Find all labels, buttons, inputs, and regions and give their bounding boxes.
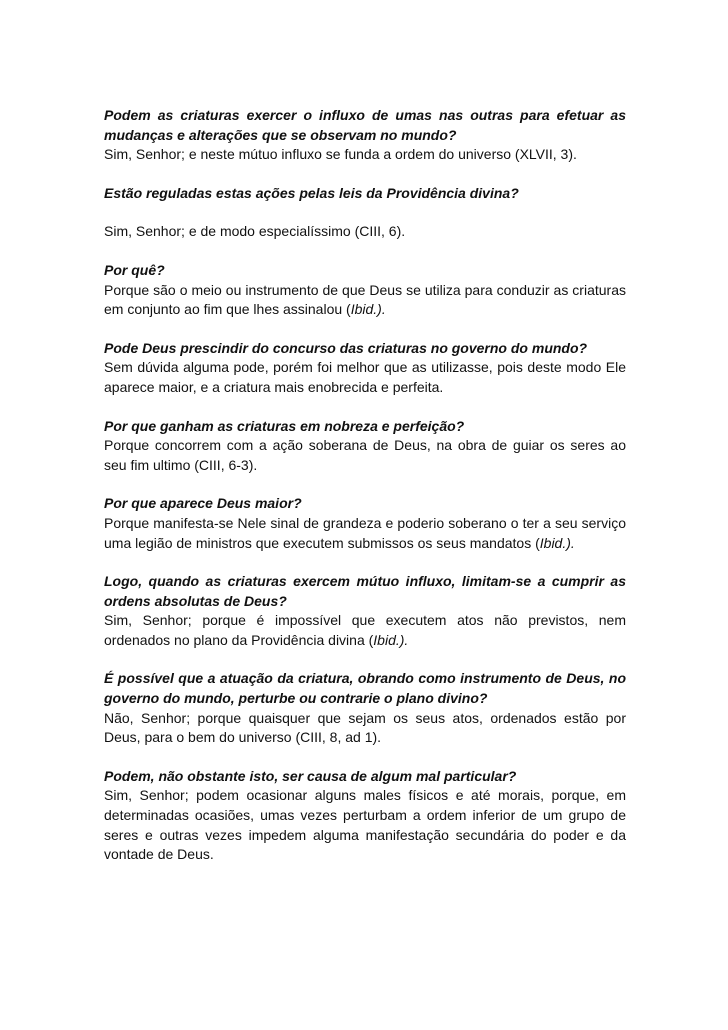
answer-text	[104, 222, 626, 242]
document-page	[104, 106, 626, 884]
answer-reference: Ibid.).	[539, 534, 575, 551]
answer-body: Porque são o meio ou instrumento de que Deus se utiliza para conduzir as criaturas em conjunto ao fim que lhes assinalou (	[104, 281, 626, 318]
qa-item	[104, 106, 626, 165]
answer-body: Sem dúvida alguma pode, porém foi melhor que as utilizasse, pois deste modo Ele aparece maior, e a criatura mais enobrecida e perfeita.	[104, 359, 626, 395]
answer-text	[104, 281, 626, 320]
answer-body: Sim, Senhor; e de modo especialíssimo (CIII, 6).	[104, 223, 406, 240]
answer-reference: Ibid.).	[373, 631, 409, 648]
question-text: É possível que a atuação da criatura, obrando como instrumento de Deus, no governo do mundo, perturbe ou contrarie o plano divino?	[104, 670, 626, 707]
answer-body: Sim, Senhor; porque é impossível que executem atos não previstos, nem ordenados no plano da Providência divina (	[104, 612, 626, 648]
answer-text	[104, 786, 626, 864]
question-text: Por que aparece Deus maior?	[104, 495, 302, 512]
answer-text	[104, 358, 626, 397]
question-text: Estão reguladas estas ações pelas leis da Providência divina?	[104, 184, 519, 201]
answer-body: Não, Senhor; porque quaisquer que sejam os seus atos, ordenados estão por Deus, para o bem do universo (CIII, 8, ad 1).	[104, 709, 626, 746]
question-text: Podem as criaturas exercer o influxo de umas nas outras para efetuar as mudanças e alterações que se observam no mundo?	[104, 107, 626, 143]
answer-body: Porque manifesta-se Nele sinal de grandeza e poderio soberano o ter a seu serviço uma legião de ministros que executem submissos os seus mandatos (	[104, 514, 626, 551]
qa-item	[104, 184, 626, 242]
question-text: Pode Deus prescindir do concurso das criaturas no governo do mundo?	[104, 339, 588, 356]
answer-text	[104, 145, 626, 165]
qa-item	[104, 339, 626, 398]
answer-body: Porque concorrem com a ação soberana de Deus, na obra de guiar os seres ao seu fim ultimo (CIII, 6-3).	[104, 437, 626, 473]
qa-item	[104, 669, 626, 747]
answer-text	[104, 514, 626, 553]
qa-item	[104, 417, 626, 476]
answer-body: Sim, Senhor; podem ocasionar alguns males físicos e até morais, porque, em determinadas ocasiões, umas vezes perturbam a ordem inferior de um grupo de seres e outras vezes impedem alguma manifestação secundária do poder e da vontade de Deus.	[104, 787, 626, 863]
answer-body: Sim, Senhor; e neste mútuo influxo se funda a ordem do universo (XLVII, 3).	[104, 146, 577, 163]
question-text: Podem, não obstante isto, ser causa de algum mal particular?	[104, 767, 517, 784]
qa-item	[104, 572, 626, 650]
answer-reference: Ibid.).	[350, 301, 386, 318]
answer-text	[104, 709, 626, 748]
answer-text	[104, 436, 626, 475]
question-text: Por que ganham as criaturas em nobreza e perfeição?	[104, 417, 465, 434]
question-text: Logo, quando as criaturas exercem mútuo influxo, limitam-se a cumprir as ordens absolutas de Deus?	[104, 573, 626, 609]
qa-item	[104, 261, 626, 320]
question-text: Por quê?	[104, 261, 165, 278]
qa-item	[104, 767, 626, 865]
answer-text	[104, 611, 626, 650]
qa-item	[104, 494, 626, 553]
